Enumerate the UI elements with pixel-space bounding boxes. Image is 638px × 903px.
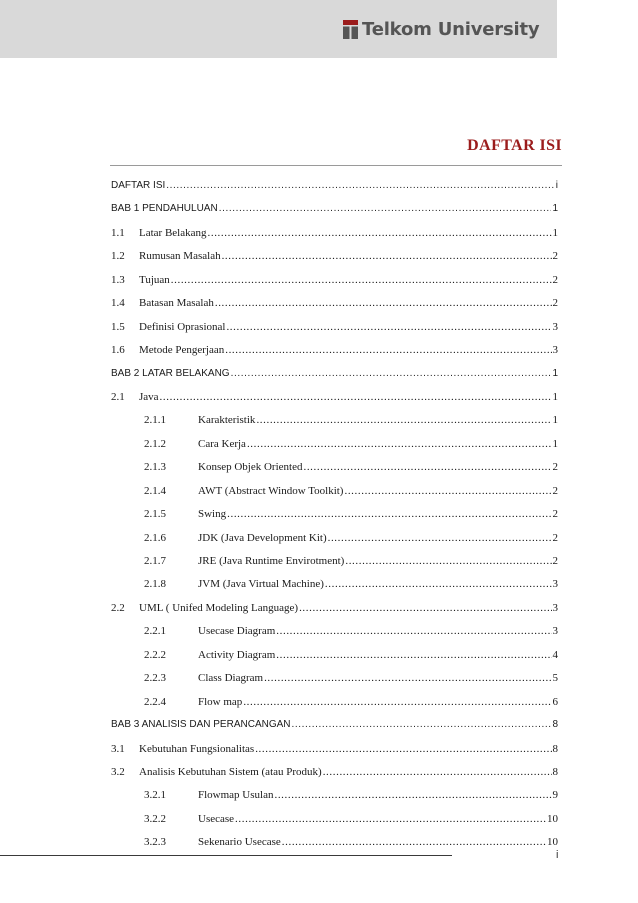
toc-entry[interactable] — [111, 368, 558, 391]
toc-entry-number: 2.2.4 — [144, 695, 166, 708]
toc-entry[interactable] — [111, 414, 558, 437]
toc-dot-leader — [171, 274, 552, 286]
toc-entry-page: 6 — [552, 695, 558, 708]
toc-dot-leader — [276, 625, 551, 637]
toc-dot-leader — [222, 250, 552, 262]
toc-entry-number: 2.1.2 — [144, 437, 166, 450]
toc-entry-label: Usecase Diagram — [198, 625, 276, 638]
toc-dot-leader — [166, 180, 555, 191]
toc-entry-number: 1.5 — [111, 320, 125, 333]
toc-entry-number: 2.1 — [111, 390, 125, 403]
toc-entry-page: 1 — [552, 390, 558, 403]
toc-entry-label: Cara Kerja — [198, 437, 246, 450]
toc-entry-label: Tujuan — [139, 273, 170, 286]
brand-name: Telkom University — [362, 18, 540, 40]
telkom-university-logo — [343, 16, 539, 42]
toc-entry[interactable] — [111, 789, 558, 812]
toc-entry-page: 1 — [552, 367, 558, 379]
toc-entry-number: 2.2.2 — [144, 648, 166, 661]
toc-dot-leader — [226, 321, 551, 333]
toc-entry[interactable] — [111, 180, 558, 203]
toc-entry-page: i — [555, 180, 558, 191]
toc-dot-leader — [345, 555, 551, 567]
toc-entry[interactable] — [111, 227, 558, 250]
toc-entry[interactable] — [111, 813, 558, 836]
toc-dot-leader — [344, 485, 551, 497]
toc-entry-label: DAFTAR ISI — [111, 180, 166, 191]
toc-entry-number: 2.1.4 — [144, 484, 166, 497]
toc-entry-number: 2.1.6 — [144, 531, 166, 544]
toc-entry-page: 2 — [552, 508, 558, 521]
toc-entry[interactable] — [111, 625, 558, 648]
toc-entry-label: Usecase — [198, 812, 235, 825]
toc-entry-page: 3 — [552, 625, 558, 638]
toc-entry-label: UML ( Unifed Modeling Language) — [139, 601, 299, 614]
toc-entry-label: Batasan Masalah — [139, 297, 214, 310]
toc-entry[interactable] — [111, 297, 558, 320]
toc-entry-number: 3.2.2 — [144, 812, 166, 825]
toc-entry-label: JDK (Java Development Kit) — [198, 531, 327, 544]
toc-entry-number: 1.6 — [111, 344, 125, 357]
toc-entry[interactable] — [111, 485, 558, 508]
toc-entry-label: Java — [139, 390, 159, 403]
toc-entry-number: 3.2 — [111, 765, 125, 778]
toc-entry-number: 3.1 — [111, 742, 125, 755]
toc-dot-leader — [255, 743, 551, 755]
toc-entry-number: 2.1.7 — [144, 555, 166, 567]
toc-dot-leader — [325, 578, 552, 590]
toc-entry-page: 1 — [552, 437, 558, 450]
toc-entry[interactable] — [111, 250, 558, 273]
toc-entry-page: 2 — [552, 484, 558, 497]
toc-entry[interactable] — [111, 203, 558, 226]
toc-entry-number: 2.1.1 — [144, 414, 166, 427]
title-divider — [110, 165, 562, 166]
toc-entry-number: 3.2.1 — [144, 789, 166, 802]
toc-entry-page: 2 — [552, 297, 558, 310]
toc-entry-page: 8 — [552, 719, 558, 731]
toc-entry-label: JRE (Java Runtime Envirotment) — [198, 555, 345, 567]
toc-entry-page: 1 — [552, 203, 558, 215]
toc-entry-page: 4 — [552, 648, 558, 661]
toc-entry[interactable] — [111, 649, 558, 672]
toc-dot-leader — [256, 414, 551, 426]
toc-entry-page: 2 — [552, 461, 558, 474]
toc-dot-leader — [243, 696, 551, 708]
toc-entry-label: Swing — [198, 508, 227, 521]
toc-dot-leader — [323, 766, 552, 778]
toc-entry-label: Latar Belakang — [139, 226, 207, 239]
footer-divider — [0, 855, 452, 856]
toc-entry[interactable] — [111, 508, 558, 531]
toc-entry[interactable] — [111, 602, 558, 625]
toc-dot-leader — [208, 227, 552, 239]
toc-dot-leader — [282, 836, 546, 848]
toc-entry-page: 2 — [552, 555, 558, 567]
toc-entry-number: 2.1.8 — [144, 578, 166, 591]
toc-dot-leader — [235, 813, 546, 825]
toc-entry[interactable] — [111, 344, 558, 367]
toc-entry[interactable] — [111, 836, 558, 859]
toc-entry-page: 3 — [552, 320, 558, 333]
toc-entry-number: 2.1.5 — [144, 508, 166, 521]
toc-entry-label: BAB 2 LATAR BELAKANG — [111, 367, 230, 379]
table-of-contents — [111, 180, 558, 860]
toc-entry[interactable] — [111, 391, 558, 414]
page-number: i — [556, 849, 559, 861]
toc-entry-label: JVM (Java Virtual Machine) — [198, 578, 324, 591]
toc-entry-label: Metode Pengerjaan — [139, 344, 225, 357]
toc-entry-page: 10 — [547, 812, 558, 825]
header-band — [0, 0, 557, 58]
toc-entry-label: Rumusan Masalah — [139, 250, 221, 263]
toc-entry-page: 9 — [552, 789, 558, 802]
toc-entry[interactable] — [111, 555, 558, 578]
toc-dot-leader — [276, 649, 551, 661]
toc-dot-leader — [219, 203, 552, 214]
toc-entry[interactable] — [111, 274, 558, 297]
toc-dot-leader — [264, 672, 551, 684]
toc-entry[interactable] — [111, 578, 558, 601]
toc-entry-page: 2 — [552, 273, 558, 286]
toc-dot-leader — [160, 391, 552, 403]
toc-entry-label: Analisis Kebutuhan Sistem (atau Produk) — [139, 765, 322, 778]
toc-entry-page: 8 — [552, 742, 558, 755]
toc-entry-number: 2.2.1 — [144, 625, 166, 638]
toc-entry-label: BAB 3 ANALISIS DAN PERANCANGAN — [111, 719, 291, 731]
toc-entry[interactable] — [111, 532, 558, 555]
toc-dot-leader — [227, 508, 551, 520]
toc-dot-leader — [299, 602, 551, 614]
toc-entry[interactable] — [111, 696, 558, 719]
toc-entry[interactable] — [111, 672, 558, 695]
toc-entry-page: 1 — [552, 226, 558, 239]
toc-entry-label: AWT (Abstract Window Toolkit) — [198, 484, 344, 497]
toc-dot-leader — [215, 297, 552, 309]
toc-entry[interactable] — [111, 766, 558, 789]
telkom-university-emblem-icon — [343, 20, 358, 39]
toc-entry-page: 10 — [547, 836, 558, 849]
toc-entry-page: 3 — [552, 344, 558, 357]
toc-entry-label: Flow map — [198, 695, 243, 708]
page-title: DAFTAR ISI — [467, 137, 562, 154]
toc-entry-page: 2 — [552, 250, 558, 263]
toc-entry-number: 2.2.3 — [144, 672, 166, 685]
toc-entry-label: Activity Diagram — [198, 648, 276, 661]
toc-entry-label: Flowmap Usulan — [198, 789, 274, 802]
toc-entry-number: 3.2.3 — [144, 836, 166, 849]
toc-dot-leader — [303, 461, 551, 473]
toc-dot-leader — [292, 719, 552, 730]
toc-dot-leader — [274, 789, 551, 801]
toc-entry-page: 3 — [552, 601, 558, 614]
toc-entry-label: Karakteristik — [198, 414, 256, 427]
toc-entry-label: Konsep Objek Oriented — [198, 461, 303, 474]
toc-entry-number: 1.4 — [111, 297, 125, 310]
toc-entry-number: 1.3 — [111, 273, 125, 286]
toc-dot-leader — [225, 344, 551, 356]
toc-entry[interactable] — [111, 461, 558, 484]
toc-entry[interactable] — [111, 321, 558, 344]
toc-entry-label: BAB 1 PENDAHULUAN — [111, 203, 218, 215]
toc-entry-number: 1.2 — [111, 250, 125, 263]
toc-dot-leader — [247, 438, 552, 450]
toc-entry-label: Sekenario Usecase — [198, 836, 281, 849]
toc-entry-page: 3 — [552, 578, 558, 591]
toc-entry[interactable] — [111, 438, 558, 461]
toc-entry[interactable] — [111, 743, 558, 766]
toc-entry-page: 5 — [552, 672, 558, 685]
toc-entry-label: Class Diagram — [198, 672, 264, 685]
toc-entry-page: 2 — [552, 531, 558, 544]
toc-entry-number: 2.2 — [111, 601, 125, 614]
toc-entry-label: Definisi Oprasional — [139, 320, 226, 333]
toc-entry-number: 2.1.3 — [144, 461, 166, 474]
toc-dot-leader — [328, 532, 552, 544]
toc-dot-leader — [231, 368, 552, 379]
toc-entry-number: 1.1 — [111, 226, 125, 239]
toc-entry-page: 1 — [552, 414, 558, 427]
toc-entry-label: Kebutuhan Fungsionalitas — [139, 742, 255, 755]
toc-entry[interactable] — [111, 719, 558, 742]
toc-entry-page: 8 — [552, 765, 558, 778]
